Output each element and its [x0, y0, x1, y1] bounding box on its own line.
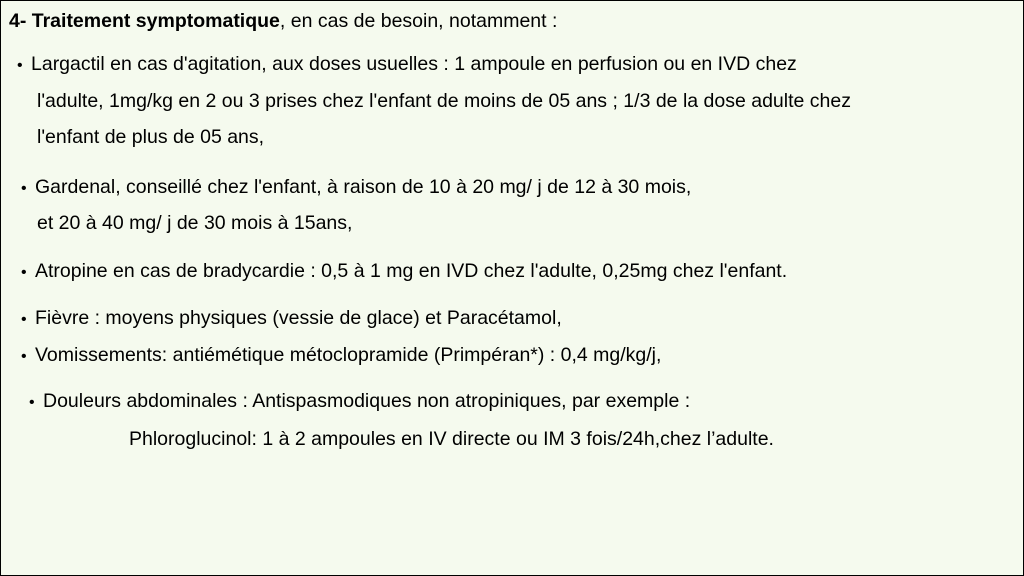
bullet-icon: • — [21, 180, 27, 197]
list-item — [29, 389, 690, 415]
item-continuation: et 20 à 40 mg/ j de 30 mois à 15ans, — [37, 212, 353, 234]
item-text: Largactil en cas d'agitation, aux doses usuelles : 1 ampoule en perfusion ou en IVD chez — [31, 53, 797, 75]
bullet-icon: • — [21, 311, 27, 328]
item-text: Gardenal, conseillé chez l'enfant, à raison de 10 à 20 mg/ j de 12 à 30 mois, — [35, 176, 692, 198]
item-continuation: Phloroglucinol: 1 à 2 ampoules en IV directe ou IM 3 fois/24h,chez l’adulte. — [129, 428, 774, 450]
list-item — [21, 259, 787, 285]
list-item — [21, 343, 661, 369]
bullet-icon: • — [29, 394, 35, 411]
item-text: Atropine en cas de bradycardie : 0,5 à 1 mg en IVD chez l'adulte, 0,25mg chez l'enfant. — [35, 260, 788, 282]
bullet-icon: • — [17, 57, 23, 74]
heading-bold: 4- Traitement symptomatique — [9, 10, 280, 32]
item-text: Fièvre : moyens physiques (vessie de glace) et Paracétamol, — [35, 307, 562, 329]
item-continuation: l'enfant de plus de 05 ans, — [37, 126, 265, 148]
item-text: Douleurs abdominales : Antispasmodiques non atropiniques, par exemple : — [43, 390, 691, 412]
bullet-icon: • — [21, 264, 27, 281]
section-heading — [9, 9, 557, 33]
item-continuation: l'adulte, 1mg/kg en 2 ou 3 prises chez l'enfant de moins de 05 ans ; 1/3 de la dose adulte chez — [37, 90, 851, 112]
list-item — [21, 175, 691, 201]
bullet-icon: • — [21, 348, 27, 365]
item-text: Vomissements: antiémétique métoclopramide (Primpéran*) : 0,4 mg/kg/j, — [35, 344, 662, 366]
list-item — [17, 52, 797, 78]
heading-rest: , en cas de besoin, notamment : — [279, 10, 558, 32]
list-item — [21, 306, 562, 332]
